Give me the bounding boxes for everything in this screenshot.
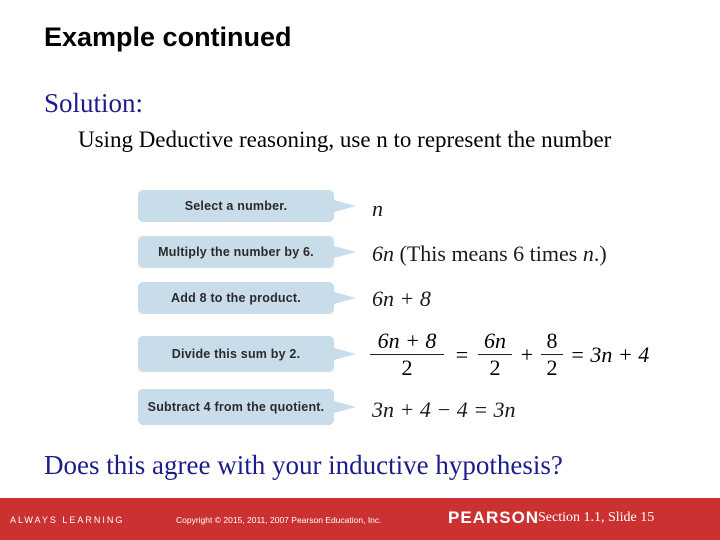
solution-label: Solution: [44, 88, 144, 118]
step-pointer [334, 246, 356, 258]
step-pointer [334, 200, 356, 212]
slide-number: Section 1.1, Slide 15 [538, 510, 655, 525]
expression-step-2: 6n (This means 6 times n.) [372, 241, 607, 266]
footer-bar [0, 498, 720, 540]
plus-sign: + [520, 342, 534, 367]
footer-tagline: ALWAYS LEARNING [10, 515, 125, 525]
expression-step-3: 6n + 8 [372, 286, 431, 311]
pearson-logo: PEARSON [448, 508, 540, 527]
fraction-6n-plus-8-over-2: $\frac{6n + 8}{2}$ [370, 328, 444, 381]
step-subtract-4: Subtract 4 from the quotient. [138, 389, 334, 425]
equals-sign: = [455, 342, 469, 367]
step-multiply: Multiply the number by 6. [138, 236, 334, 268]
step-pointer [334, 401, 356, 413]
step-add-8: Add 8 to the product. [138, 282, 334, 314]
result-3n-plus-4: = 3n + 4 [570, 342, 650, 367]
step-pointer [334, 292, 356, 304]
expression-step-1: n [372, 196, 383, 221]
step-pointer [334, 348, 356, 360]
body-text: Using Deductive reasoning, use n to represent the number [78, 127, 612, 152]
expression-step-5: 3n + 4 − 4 = 3n [372, 397, 516, 422]
fraction-6n-over-2: $\frac{6n}{2}$ [478, 328, 512, 381]
fraction-8-over-2: $\frac{8}{2}$ [541, 328, 563, 381]
slide-title: Example continued [44, 22, 292, 52]
step-select-number: Select a number. [138, 190, 334, 222]
step-divide: Divide this sum by 2. [138, 336, 334, 372]
footer-copyright: Copyright © 2015, 2011, 2007 Pearson Education, Inc. [176, 515, 382, 525]
question-text: Does this agree with your inductive hypothesis? [44, 450, 563, 480]
